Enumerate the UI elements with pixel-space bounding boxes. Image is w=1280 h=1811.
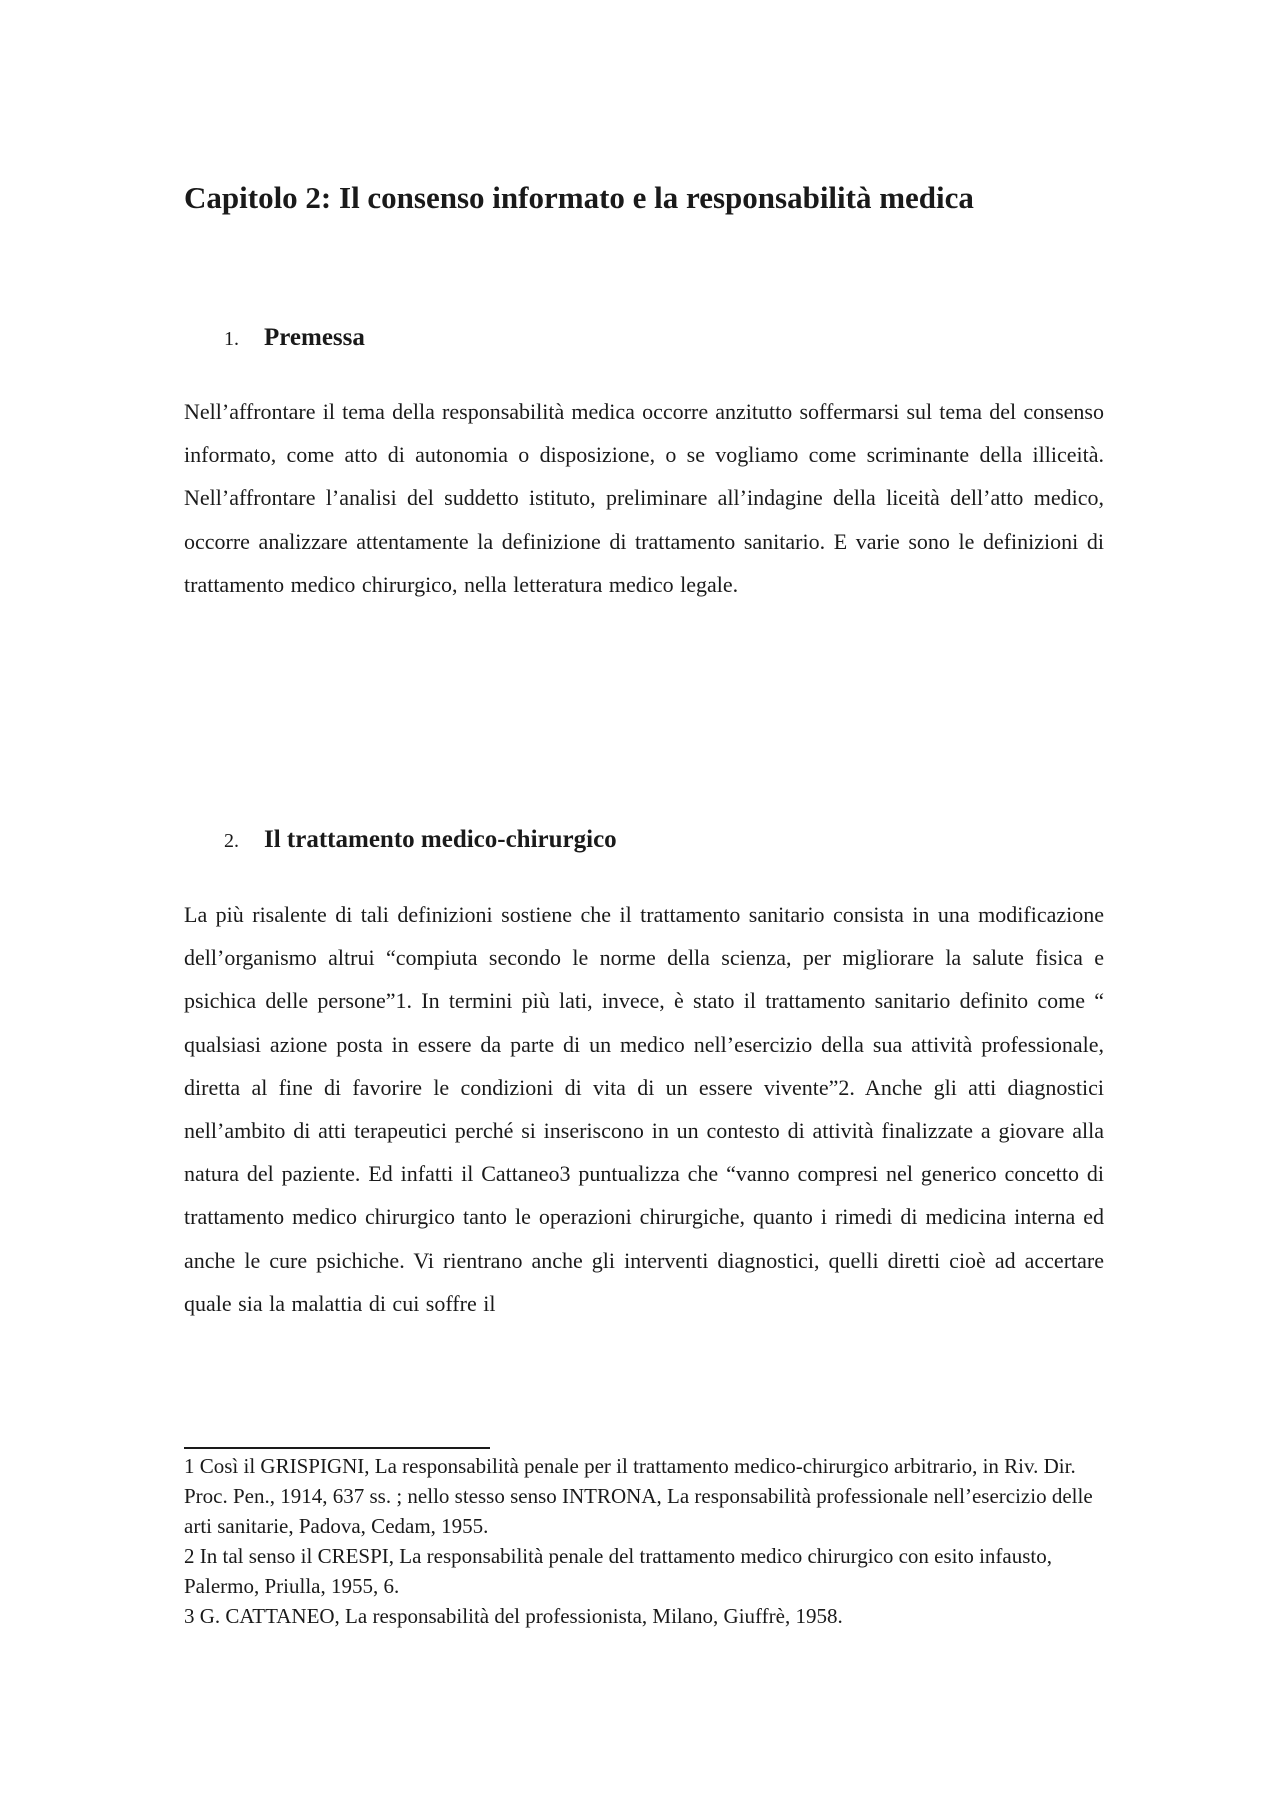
section-number: 2. bbox=[224, 830, 239, 852]
section-heading-trattamento bbox=[184, 826, 617, 854]
footnote-3: 3 G. CATTANEO, La responsabilità del professionista, Milano, Giuffrè, 1958. bbox=[184, 1604, 843, 1628]
chapter-title: Capitolo 2: Il consenso informato e la responsabilità medica bbox=[184, 180, 974, 215]
footnote-separator bbox=[184, 1447, 490, 1449]
footnotes bbox=[184, 1451, 1104, 1631]
section-title: Il trattamento medico-chirurgico bbox=[264, 826, 617, 853]
footnote-2: 2 In tal senso il CRESPI, La responsabilità penale del trattamento medico chirurgico con esito infausto, Palermo, Priulla, 1955, 6. bbox=[184, 1544, 1052, 1598]
section-number: 1. bbox=[224, 328, 239, 350]
footnote-1: 1 Così il GRISPIGNI, La responsabilità penale per il trattamento medico-chirurgico arbitrario, in Riv. Dir. Proc. Pen., 1914, 637 ss. ; nello stesso senso INTRONA, La responsabilità professionale nell’esercizio delle arti sanitarie, Padova, Cedam, 1955. bbox=[184, 1454, 1093, 1538]
section-body-premessa: Nell’affrontare il tema della responsabilità medica occorre anzitutto soffermarsi sul tema del consenso informato, come atto di autonomia o disposizione, o se vogliamo come scriminante della illiceità. Nell’affrontare l’analisi del suddetto istituto, preliminare all’indagine della liceità dell’atto medico, occorre analizzare attentamente la definizione di trattamento sanitario. E varie sono le definizioni di trattamento medico chirurgico, nella letteratura medico legale. bbox=[184, 399, 1104, 597]
section-heading-premessa bbox=[184, 324, 365, 352]
section-body-trattamento: La più risalente di tali definizioni sostiene che il trattamento sanitario consista in una modificazione dell’organismo altrui “compiuta secondo le norme della scienza, per migliorare la salute fisica e psichica delle persone”1. In termini più lati, invece, è stato il trattamento sanitario definito come “ qualsiasi azione posta in essere da parte di un medico nell’esercizio della sua attività professionale, diretta al fine di favorire le condizioni di vita di un essere vivente”2. Anche gli atti diagnostici nell’ambito di atti terapeutici perché si inseriscono in un contesto di attività finalizzate a giovare alla natura del paziente. Ed infatti il Cattaneo3 puntualizza che “vanno compresi nel generico concetto di trattamento medico chirurgico tanto le operazioni chirurgiche, quanto i rimedi di medicina interna ed anche le cure psichiche. Vi rientrano anche gli interventi diagnostici, quelli diretti cioè ad accertare quale sia la malattia di cui soffre il bbox=[184, 902, 1104, 1316]
section-title: Premessa bbox=[264, 324, 365, 351]
